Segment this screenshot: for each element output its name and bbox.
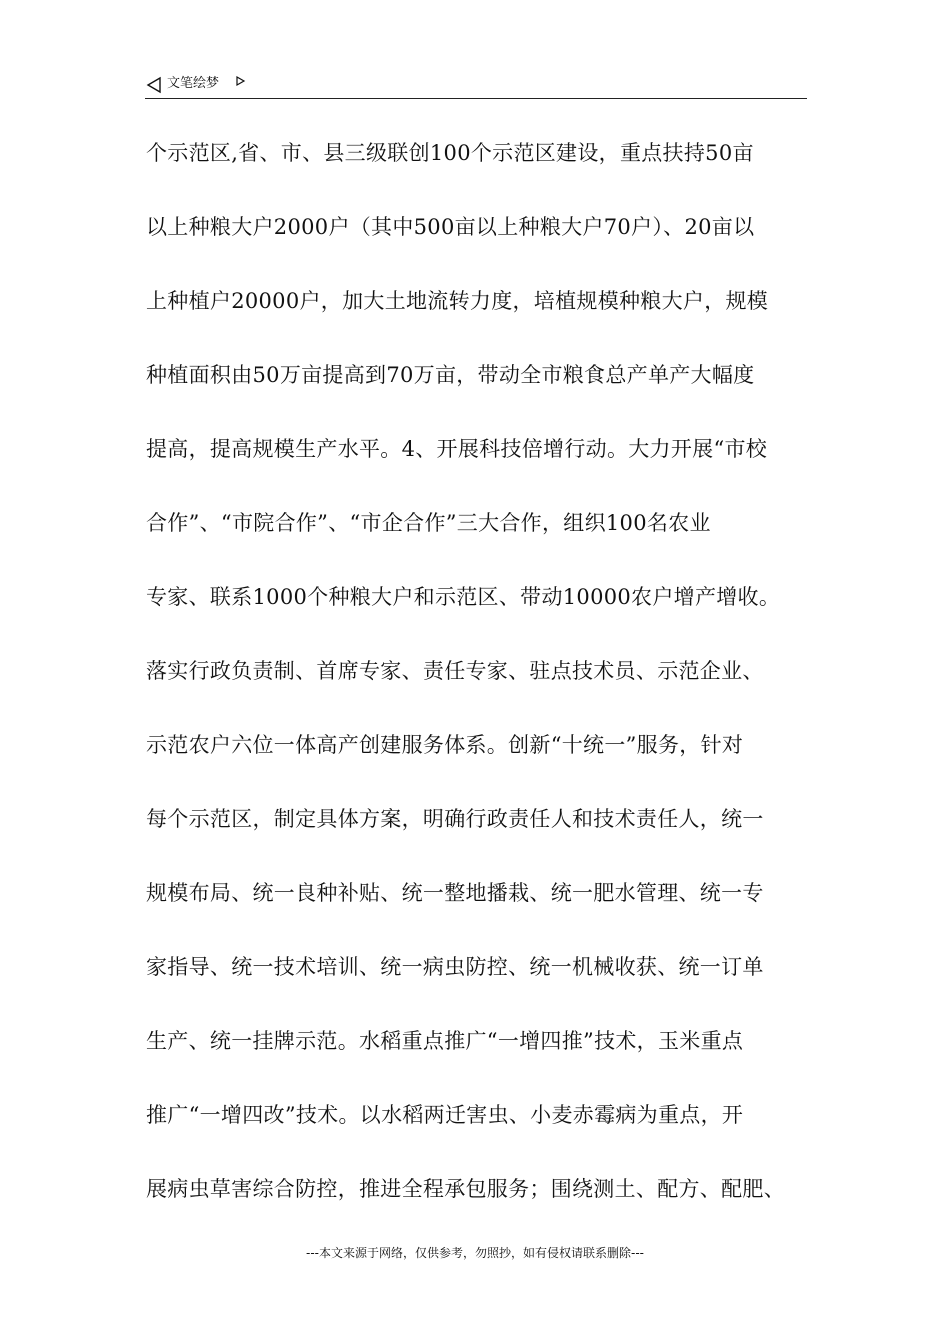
text-line: 每个示范区，制定具体方案，明确行政责任人和技术责任人，统一	[146, 807, 764, 831]
triangle-right-icon	[235, 75, 246, 87]
text-line: 上种植户20000户，加大土地流转力度，培植规模种粮大户，规模	[146, 289, 769, 313]
text-line: 展病虫草害综合防控，推进全程承包服务；围绕测土、配方、配肥、	[146, 1177, 785, 1201]
text-line: 种植面积由50万亩提高到70万亩，带动全市粮食总产单产大幅度	[146, 363, 755, 387]
text-line: 生产、统一挂牌示范。水稻重点推广“一增四推”技术，玉米重点	[146, 1029, 744, 1053]
text-line: 提高，提高规模生产水平。4、开展科技倍增行动。大力开展“市校	[146, 437, 768, 461]
body-text	[146, 129, 836, 1239]
text-line: 落实行政负责制、首席专家、责任专家、驻点技术员、示范企业、	[146, 659, 764, 683]
footer-disclaimer: ---本文来源于网络，仅供参考，勿照抄，如有侵权请联系删除---	[306, 1246, 644, 1260]
page-header	[145, 74, 807, 99]
text-line: 规模布局、统一良种补贴、统一整地播栽、统一肥水管理、统一专	[146, 881, 764, 905]
triangle-left-icon	[145, 76, 163, 94]
text-line: 个示范区,省、市、县三级联创100个示范区建设，重点扶持50亩	[146, 141, 754, 165]
text-line: 专家、联系1000个种粮大户和示范区、带动10000农户增产增收。	[146, 585, 781, 609]
text-line: 合作”、“市院合作”、“市企合作”三大合作，组织100名农业	[146, 511, 711, 535]
text-line: 家指导、统一技术培训、统一病虫防控、统一机械收获、统一订单	[146, 955, 764, 979]
text-line: 以上种粮大户2000户（其中500亩以上种粮大户70户）、20亩以	[146, 215, 755, 239]
text-line: 示范农户六位一体高产创建服务体系。创新“十统一”服务，针对	[146, 733, 744, 757]
text-line: 推广“一增四改”技术。以水稻两迁害虫、小麦赤霉病为重点，开	[146, 1103, 744, 1127]
header-title: 文笔绘梦	[167, 76, 220, 91]
